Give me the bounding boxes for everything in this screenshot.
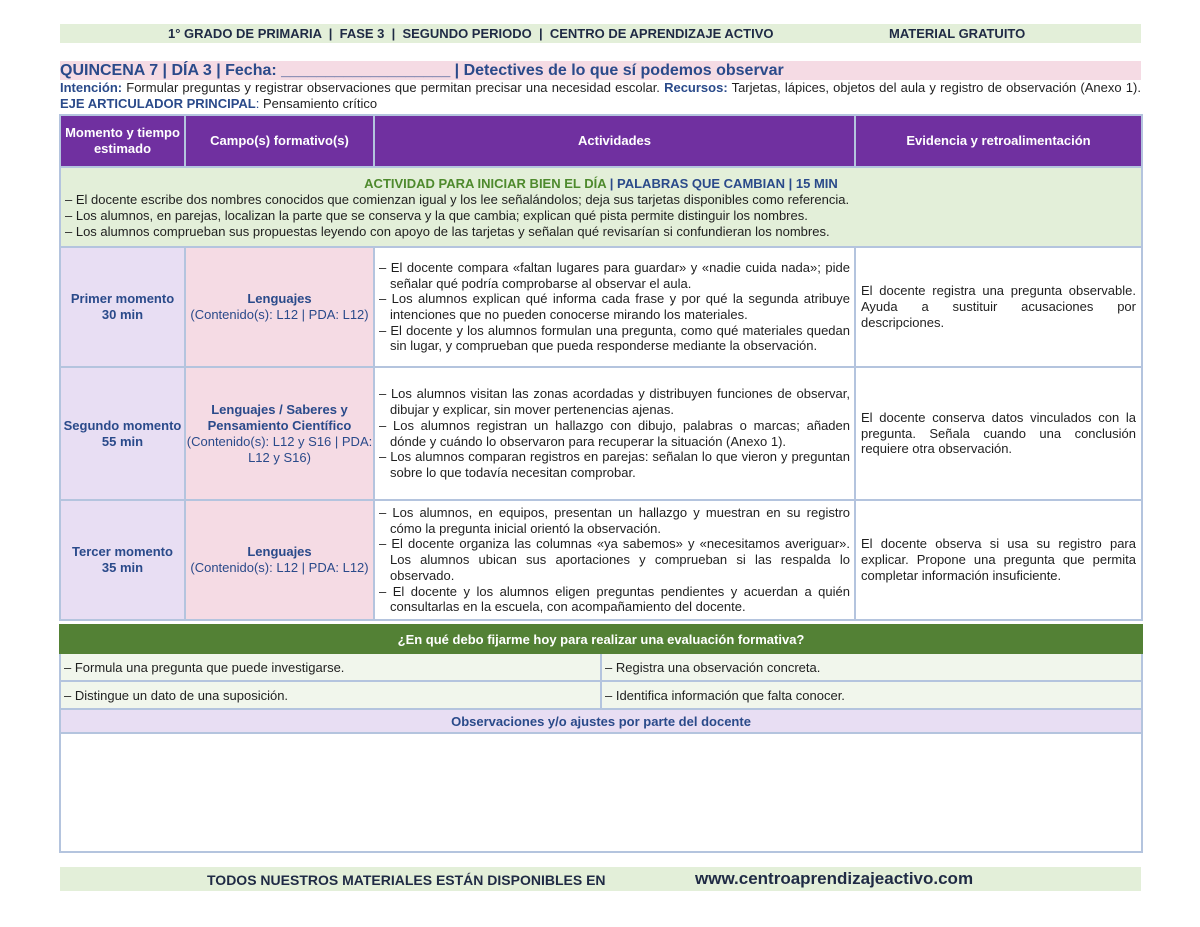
- resources-label: Recursos:: [664, 80, 728, 95]
- table-row: [60, 653, 1142, 681]
- list-item: – El docente compara «faltan lugares para guardar» y «nadie cuida nada»; pide señalar qué podría comprobarse al observar el aula.: [379, 259, 850, 291]
- axis-text: Pensamiento crítico: [262, 95, 378, 111]
- list-item: – El docente escribe dos nombres conocidos que comienzan igual y los lee señalándolos; deja sus tarjetas disponibles como referencia.: [65, 192, 850, 207]
- list-item: – Los alumnos comprueban sus propuestas leyendo con apoyo de las tarjetas y señalan qué revisarían si confundieran los nombres.: [65, 224, 830, 239]
- footer-banner: [60, 867, 1141, 891]
- start-title-green: ACTIVIDAD PARA INICIAR BIEN EL DÍA: [364, 176, 607, 191]
- evaluation-header-row: [60, 625, 1142, 653]
- list-item: – Los alumnos visitan las zonas acordadas y distribuyen funciones de observar, dibujar y explicar, sin mover pertenencias ajenas.: [379, 386, 850, 418]
- evaluation-item: – Formula una pregunta que puede investigarse.: [60, 653, 601, 681]
- start-activity-row: [60, 167, 1142, 247]
- evaluation-title: ¿En qué debo fijarme hoy para realizar una evaluación formativa?: [60, 625, 1142, 653]
- moment-time: 35 min: [101, 559, 144, 575]
- start-activity-cell: [60, 167, 1142, 247]
- column-header-campo: Campo(s) formativo(s): [185, 115, 374, 167]
- top-banner: [60, 24, 1141, 43]
- observations-area-row: [60, 733, 1142, 852]
- observations-area[interactable]: [60, 733, 1142, 852]
- column-header-evidence: Evidencia y retroalimentación: [855, 115, 1142, 167]
- moment-cell: [60, 367, 185, 500]
- moment-time: 55 min: [101, 433, 144, 449]
- moment-label: Segundo momento: [63, 417, 182, 433]
- table-row: [60, 367, 1142, 500]
- campo-title: Lenguajes / Saberes y Pensamiento Científico: [207, 401, 352, 433]
- start-activity-title: [65, 176, 1137, 192]
- column-header-moment: Momento y tiempo estimado: [60, 115, 185, 167]
- banner-right: MATERIAL GRATUITO: [889, 26, 1026, 41]
- table-header-row: [60, 115, 1142, 167]
- list-item: – Los alumnos, en equipos, presentan un hallazgo y muestran en su registro cómo la pregunta inicial orientó la observación.: [379, 505, 850, 536]
- list-item: – Los alumnos, en parejas, localizan la parte que se conserva y la que cambia; explican qué pista permite distinguir los nombres.: [65, 208, 808, 223]
- intent-text: Formular preguntas y registrar observaciones que permitan precisar una necesidad escolar.: [126, 80, 660, 95]
- evidence-cell: El docente registra una pregunta observable. Ayuda a sustituir acusaciones por descripciones.: [855, 247, 1142, 367]
- moment-label: Tercer momento: [72, 543, 173, 559]
- evaluation-item: – Distingue un dato de una suposición.: [60, 681, 601, 709]
- footer-text: TODOS NUESTROS MATERIALES ESTÁN DISPONIBLES EN: [207, 872, 606, 888]
- campo-title: Lenguajes: [247, 291, 312, 306]
- axis-label: EJE ARTICULADOR PRINCIPAL: [60, 95, 256, 111]
- moment-cell: [60, 500, 185, 620]
- planning-table: [59, 114, 1143, 621]
- campo-cell: [185, 500, 374, 620]
- intent-label: Intención:: [60, 80, 123, 95]
- moment-time: 30 min: [101, 307, 144, 322]
- moment-label: Primer momento: [70, 291, 175, 306]
- banner-left: 1° GRADO DE PRIMARIA | FASE 3 | SEGUNDO PERIODO | CENTRO DE APRENDIZAJE ACTIVO: [168, 26, 774, 41]
- activities-cell: [374, 367, 855, 500]
- moment-cell: [60, 247, 185, 367]
- start-title-blue: | PALABRAS QUE CAMBIAN | 15 MIN: [609, 176, 838, 191]
- evaluation-item: – Identifica información que falta conocer.: [601, 681, 1142, 709]
- evaluation-table: [59, 624, 1143, 853]
- column-header-activities: Actividades: [374, 115, 855, 167]
- observations-title: Observaciones y/o ajustes por parte del docente: [60, 709, 1142, 733]
- table-row: [60, 500, 1142, 620]
- campo-cell: [185, 247, 374, 367]
- campo-content: (Contenido(s): L12 y S16 | PDA: L12 y S16): [186, 433, 373, 465]
- list-item: – El docente y los alumnos formulan una pregunta, como qué materiales quedan sin lugar, y comprueban que pueda responderse mediante la observación.: [379, 322, 850, 354]
- campo-content: (Contenido(s): L12 | PDA: L12): [190, 307, 369, 322]
- list-item: – Los alumnos explican qué informa cada frase y por qué la segunda atribuye intenciones que no pueden conocerse mirando los materiales.: [379, 291, 850, 322]
- list-item: – Los alumnos registran un hallazgo con dibujo, palabras o marcas; añaden dónde y cuándo lo observaron para recuperar la situación (Anexo 1).: [379, 417, 850, 449]
- resources-text: Tarjetas, lápices, objetos del aula y registro de observación (Anexo 1).: [731, 80, 1141, 95]
- list-item: – Los alumnos comparan registros en parejas: señalan lo que vieron y preguntan sobre lo que todavía necesitan comprobar.: [379, 449, 850, 480]
- activities-cell: [374, 500, 855, 620]
- list-item: – El docente y los alumnos eligen preguntas pendientes y acuerdan a quién consultarlas en la escuela, con acompañamiento del docente.: [379, 583, 850, 615]
- footer-link[interactable]: www.centroaprendizajeactivo.com: [695, 869, 974, 888]
- table-row: [60, 247, 1142, 367]
- evaluation-item: – Registra una observación concreta.: [601, 653, 1142, 681]
- campo-title: Lenguajes: [247, 543, 312, 559]
- list-item: – El docente organiza las columnas «ya sabemos» y «necesitamos averiguar». Los alumnos ubican sus aportaciones y comprueban si las respalda lo observado.: [379, 536, 850, 583]
- page-title: QUINCENA 7 | DÍA 3 | Fecha: ___________________ | Detectives de lo que sí podemos observar: [60, 61, 1141, 80]
- intent-paragraph: Intención: Formular preguntas y registrar observaciones que permitan precisar una necesidad escolar. Recursos: Tarjetas, lápices, objetos del aula y registro de observación (Anexo 1). EJE ARTICULADOR PRINCIPAL: Pensamiento crítico: [60, 80, 1141, 111]
- activities-cell: [374, 247, 855, 367]
- campo-cell: [185, 367, 374, 500]
- table-row: [60, 681, 1142, 709]
- observations-header-row: [60, 709, 1142, 733]
- evidence-cell: El docente observa si usa su registro para explicar. Propone una pregunta que permita completar información insuficiente.: [855, 500, 1142, 620]
- evidence-cell: El docente conserva datos vinculados con la pregunta. Señala cuando una conclusión requiere otra observación.: [855, 367, 1142, 500]
- campo-content: (Contenido(s): L12 | PDA: L12): [190, 559, 369, 575]
